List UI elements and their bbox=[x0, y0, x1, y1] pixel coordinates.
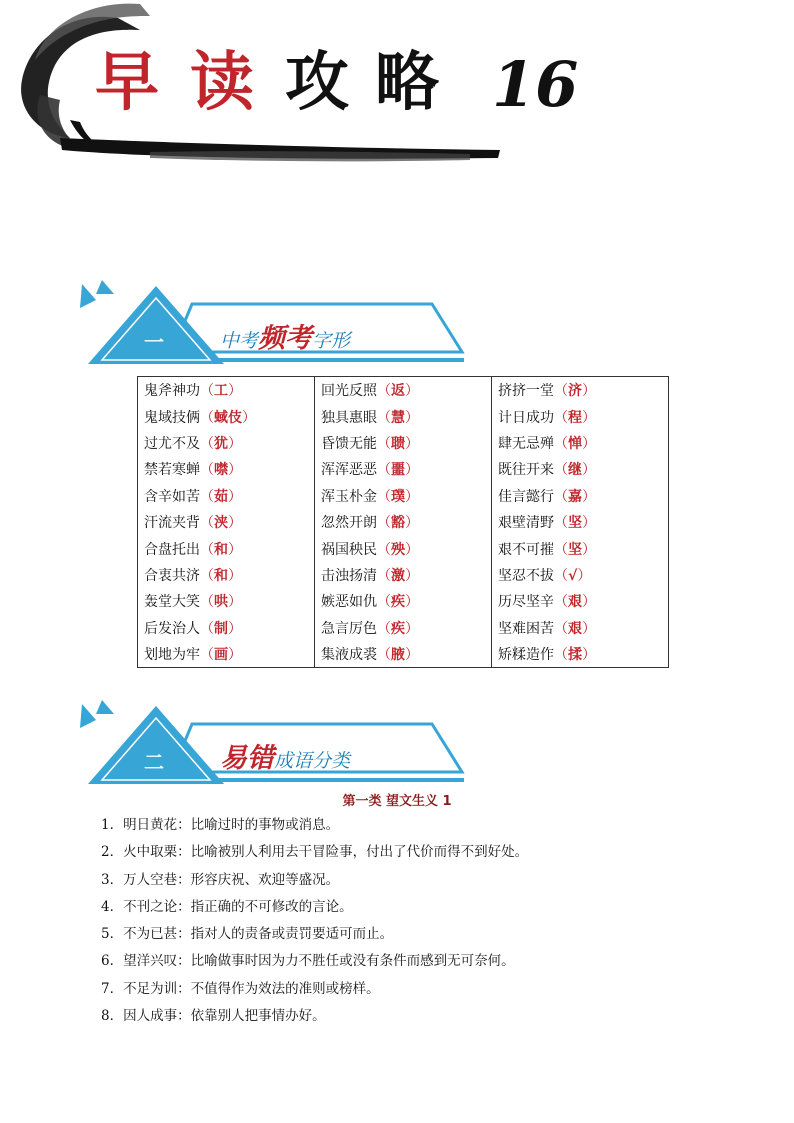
table-row bbox=[138, 562, 669, 588]
table-cell bbox=[492, 456, 669, 482]
correct-char: 犹 bbox=[214, 435, 228, 452]
paren-open: （ bbox=[377, 435, 391, 452]
section-number: 一 bbox=[144, 330, 164, 354]
paren-close: ） bbox=[582, 541, 596, 558]
paren-close: ） bbox=[405, 541, 419, 558]
table-row bbox=[138, 509, 669, 535]
paren-close: ） bbox=[582, 462, 596, 479]
table-row bbox=[138, 377, 669, 404]
idiom-definition: 指正确的不可修改的言论。 bbox=[190, 898, 353, 915]
paren-close: ） bbox=[582, 647, 596, 664]
correct-char: 浃 bbox=[214, 515, 228, 532]
idiom-term: 火中取栗 bbox=[123, 844, 178, 861]
idiom-term: 万人空巷 bbox=[123, 871, 178, 888]
correct-char: 哄 bbox=[214, 594, 228, 611]
correct-char: 工 bbox=[214, 383, 228, 400]
misspelled-idiom: 急言厉色 bbox=[321, 620, 377, 637]
correct-char: 噩 bbox=[391, 462, 405, 479]
misspelled-idiom: 坚忍不拔 bbox=[498, 567, 554, 584]
paren-close: ） bbox=[577, 567, 592, 584]
correct-char: 艰 bbox=[568, 620, 582, 637]
idiom-definition: 指对人的责备或责罚要适可而止。 bbox=[190, 926, 394, 943]
table-cell bbox=[492, 430, 669, 456]
colon: ： bbox=[177, 953, 191, 970]
misspelled-idiom: 矫糅造作 bbox=[498, 647, 554, 664]
idiom-list bbox=[101, 812, 528, 1030]
paren-close: ） bbox=[405, 435, 419, 452]
paren-open: （ bbox=[377, 462, 391, 479]
table-cell bbox=[492, 641, 669, 668]
idiom-definition: 形容庆祝、欢迎等盛况。 bbox=[190, 871, 340, 888]
paren-open: （ bbox=[377, 647, 391, 664]
paren-close: ） bbox=[228, 488, 242, 505]
misspelled-idiom: 昏馈无能 bbox=[321, 435, 377, 452]
idiom-definition: 比喻被别人利用去干冒险事，付出了代价而得不到好处。 bbox=[190, 844, 529, 861]
paren-open: （ bbox=[554, 488, 568, 505]
correct-char: 返 bbox=[391, 383, 405, 400]
paren-close: ） bbox=[582, 620, 596, 637]
section-title-part: 中考 bbox=[220, 330, 259, 352]
paren-open: （ bbox=[377, 541, 391, 558]
correct-char: 坚 bbox=[568, 541, 582, 558]
correct-char: 慧 bbox=[391, 409, 405, 426]
section-title-part: 成语分类 bbox=[274, 750, 351, 772]
correct-char: 和 bbox=[214, 541, 228, 558]
misspelled-idiom: 既往开来 bbox=[498, 462, 554, 479]
item-number: 7． bbox=[101, 980, 124, 997]
table-cell bbox=[138, 535, 315, 561]
table-row bbox=[138, 403, 669, 429]
word-correction-table bbox=[137, 376, 669, 668]
table-cell bbox=[138, 588, 315, 614]
section-title-part: 字形 bbox=[312, 330, 351, 352]
table-cell bbox=[315, 456, 492, 482]
idiom-item bbox=[101, 812, 528, 839]
paren-open: （ bbox=[554, 515, 568, 532]
idiom-item bbox=[101, 839, 528, 866]
table-cell bbox=[138, 403, 315, 429]
table-cell bbox=[315, 430, 492, 456]
paren-close: ） bbox=[228, 620, 242, 637]
correct-char: 殃 bbox=[391, 541, 405, 558]
paren-close: ） bbox=[582, 488, 596, 505]
idiom-definition: 依靠别人把事情办好。 bbox=[190, 1008, 326, 1025]
colon: ： bbox=[177, 1008, 191, 1025]
table-cell bbox=[492, 588, 669, 614]
misspelled-idiom: 过尤不及 bbox=[144, 435, 200, 452]
table-cell bbox=[315, 509, 492, 535]
idiom-definition: 比喻做事时因为力不胜任或没有条件而感到无可奈何。 bbox=[190, 953, 515, 970]
paren-open: （ bbox=[200, 515, 214, 532]
section-banner-1 bbox=[72, 280, 472, 370]
idiom-item bbox=[101, 894, 528, 921]
item-number: 8． bbox=[101, 1008, 124, 1025]
paren-open: （ bbox=[200, 594, 214, 611]
paren-open: （ bbox=[377, 515, 391, 532]
paren-open: （ bbox=[554, 462, 568, 479]
colon: ： bbox=[177, 871, 191, 888]
idiom-item bbox=[101, 976, 528, 1003]
paren-open: （ bbox=[200, 462, 214, 479]
paren-close: ） bbox=[228, 567, 242, 584]
correct-char: 惮 bbox=[568, 435, 582, 452]
paren-open: （ bbox=[200, 488, 214, 505]
misspelled-idiom: 含辛如苦 bbox=[144, 488, 200, 505]
misspelled-idiom: 击浊扬清 bbox=[321, 567, 377, 584]
correct-char: 画 bbox=[214, 647, 228, 664]
item-number: 5． bbox=[101, 926, 124, 943]
table-cell bbox=[138, 562, 315, 588]
paren-open: （ bbox=[200, 620, 214, 637]
misspelled-idiom: 历尽坚辛 bbox=[498, 594, 554, 611]
category-heading: 第一类 望文生义 1 bbox=[342, 794, 452, 809]
table-cell bbox=[138, 456, 315, 482]
title-number: 16 bbox=[492, 48, 579, 121]
paren-open: （ bbox=[200, 567, 214, 584]
item-number: 6． bbox=[101, 953, 124, 970]
misspelled-idiom: 艰壁清野 bbox=[498, 515, 554, 532]
table-row bbox=[138, 641, 669, 668]
paren-open: （ bbox=[200, 541, 214, 558]
paren-open: （ bbox=[377, 409, 391, 426]
misspelled-idiom: 祸国秧民 bbox=[321, 541, 377, 558]
table-cell bbox=[492, 615, 669, 641]
paren-open: （ bbox=[554, 435, 568, 452]
section-title bbox=[220, 316, 350, 355]
paren-close: ） bbox=[405, 515, 419, 532]
idiom-definition: 比喻过时的事物或消息。 bbox=[190, 817, 340, 833]
title-char: 早 bbox=[95, 45, 159, 120]
colon: ： bbox=[177, 980, 191, 997]
correct-char: 豁 bbox=[391, 515, 405, 532]
misspelled-idiom: 忽然开朗 bbox=[321, 515, 377, 532]
paren-close: ） bbox=[405, 462, 419, 479]
section-title bbox=[220, 736, 350, 775]
paren-close: ） bbox=[405, 488, 419, 505]
table-cell bbox=[315, 535, 492, 561]
table-cell bbox=[138, 615, 315, 641]
correct-char: 和 bbox=[214, 567, 228, 584]
paren-open: （ bbox=[200, 409, 214, 426]
correct-char: 嘉 bbox=[568, 488, 582, 505]
correct-char: 疾 bbox=[391, 620, 405, 637]
correct-char: 继 bbox=[568, 462, 582, 479]
correct-char: 璞 bbox=[391, 488, 405, 505]
paren-close: ） bbox=[405, 383, 419, 400]
paren-open: （ bbox=[200, 383, 214, 400]
table-cell bbox=[492, 562, 669, 588]
colon: ： bbox=[177, 844, 191, 861]
table-cell bbox=[315, 588, 492, 614]
idiom-item bbox=[101, 1003, 528, 1030]
section-banner-2 bbox=[72, 700, 472, 790]
paren-close: ） bbox=[405, 620, 419, 637]
correct-char: √ bbox=[568, 567, 578, 584]
paren-close: ） bbox=[405, 409, 419, 426]
title-char: 攻 bbox=[285, 45, 349, 120]
section-title-part-highlight: 频考 bbox=[258, 323, 313, 354]
paren-close: ） bbox=[228, 647, 242, 664]
paren-open: （ bbox=[377, 620, 391, 637]
paren-close: ） bbox=[582, 594, 596, 611]
table-row bbox=[138, 456, 669, 482]
paren-close: ） bbox=[405, 567, 419, 584]
misspelled-idiom: 浑浑恶恶 bbox=[321, 462, 377, 479]
misspelled-idiom: 浑玉朴金 bbox=[321, 488, 377, 505]
paren-close: ） bbox=[228, 435, 242, 452]
colon: ： bbox=[177, 817, 191, 833]
item-number: 2． bbox=[101, 844, 124, 861]
correct-char: 制 bbox=[214, 620, 228, 637]
correct-char: 蜮伎 bbox=[214, 409, 242, 426]
misspelled-idiom: 后发治人 bbox=[144, 620, 200, 637]
paren-open: （ bbox=[554, 383, 568, 400]
correct-char: 程 bbox=[568, 409, 582, 426]
section-title-part-highlight: 易错 bbox=[220, 743, 274, 774]
paren-open: （ bbox=[554, 567, 568, 584]
misspelled-idiom: 汗流夹背 bbox=[144, 515, 200, 532]
paren-open: （ bbox=[377, 567, 391, 584]
misspelled-idiom: 挤挤一堂 bbox=[498, 383, 554, 400]
title-banner bbox=[0, 0, 579, 175]
misspelled-idiom: 划地为牢 bbox=[144, 647, 200, 664]
item-number: 3． bbox=[101, 871, 124, 888]
idiom-item bbox=[101, 948, 528, 975]
table-cell bbox=[492, 535, 669, 561]
paren-close: ） bbox=[405, 594, 419, 611]
idiom-item bbox=[101, 867, 528, 894]
misspelled-idiom: 鬼斧神功 bbox=[144, 383, 200, 400]
paren-close: ） bbox=[228, 462, 242, 479]
paren-close: ） bbox=[582, 409, 596, 426]
idiom-term: 望洋兴叹 bbox=[123, 953, 178, 970]
misspelled-idiom: 回光反照 bbox=[321, 383, 377, 400]
paren-open: （ bbox=[377, 383, 391, 400]
paren-close: ） bbox=[228, 541, 242, 558]
table-cell bbox=[138, 377, 315, 404]
table-cell bbox=[315, 403, 492, 429]
table-cell bbox=[138, 430, 315, 456]
table-cell bbox=[492, 509, 669, 535]
table-cell bbox=[492, 483, 669, 509]
misspelled-idiom: 集液成裘 bbox=[321, 647, 377, 664]
correct-char: 激 bbox=[391, 567, 405, 584]
paren-open: （ bbox=[554, 620, 568, 637]
item-number: 1． bbox=[101, 817, 124, 833]
paren-open: （ bbox=[554, 647, 568, 664]
paren-open: （ bbox=[554, 409, 568, 426]
paren-close: ） bbox=[242, 409, 256, 426]
table-row bbox=[138, 615, 669, 641]
correct-char: 济 bbox=[568, 383, 582, 400]
paren-open: （ bbox=[377, 594, 391, 611]
paren-close: ） bbox=[228, 515, 242, 532]
idiom-definition: 不值得作为效法的准则或榜样。 bbox=[190, 980, 380, 997]
idiom-item bbox=[101, 921, 528, 948]
table-cell bbox=[492, 377, 669, 404]
idiom-term: 不为已甚 bbox=[123, 926, 178, 943]
table-cell bbox=[315, 615, 492, 641]
paren-close: ） bbox=[228, 594, 242, 611]
misspelled-idiom: 轰堂大笑 bbox=[144, 594, 200, 611]
colon: ： bbox=[177, 898, 191, 915]
paren-close: ） bbox=[582, 435, 596, 452]
paren-open: （ bbox=[554, 594, 568, 611]
idiom-term: 不刊之论 bbox=[123, 898, 178, 915]
paren-open: （ bbox=[377, 488, 391, 505]
paren-close: ） bbox=[582, 515, 596, 532]
misspelled-idiom: 肆无忌殚 bbox=[498, 435, 554, 452]
paren-open: （ bbox=[554, 541, 568, 558]
ink-brush-decoration bbox=[0, 0, 560, 175]
paren-close: ） bbox=[228, 383, 242, 400]
item-number: 4． bbox=[101, 898, 124, 915]
correct-char: 茹 bbox=[214, 488, 228, 505]
misspelled-idiom: 嫉恶如仇 bbox=[321, 594, 377, 611]
table-row bbox=[138, 483, 669, 509]
correct-char: 噤 bbox=[214, 462, 228, 479]
correct-char: 艰 bbox=[568, 594, 582, 611]
title-char: 略 bbox=[375, 45, 439, 120]
table-row bbox=[138, 430, 669, 456]
correct-char: 坚 bbox=[568, 515, 582, 532]
misspelled-idiom: 坚难困苦 bbox=[498, 620, 554, 637]
correct-char: 聩 bbox=[391, 435, 405, 452]
idiom-term: 明日黄花 bbox=[123, 817, 178, 833]
misspelled-idiom: 独具惠眼 bbox=[321, 409, 377, 426]
table-cell bbox=[315, 562, 492, 588]
misspelled-idiom: 合盘托出 bbox=[144, 541, 200, 558]
table-cell bbox=[138, 483, 315, 509]
correct-char: 腋 bbox=[391, 647, 405, 664]
correct-char: 疾 bbox=[391, 594, 405, 611]
table-cell bbox=[138, 641, 315, 668]
colon: ： bbox=[177, 926, 191, 943]
misspelled-idiom: 鬼域技俩 bbox=[144, 409, 200, 426]
idiom-term: 因人成事 bbox=[123, 1008, 178, 1025]
title-char: 读 bbox=[190, 45, 254, 120]
table-cell bbox=[315, 483, 492, 509]
misspelled-idiom: 合衷共济 bbox=[144, 567, 200, 584]
paren-open: （ bbox=[200, 647, 214, 664]
table-cell bbox=[138, 509, 315, 535]
paren-open: （ bbox=[200, 435, 214, 452]
table-cell bbox=[492, 403, 669, 429]
misspelled-idiom: 艰不可摧 bbox=[498, 541, 554, 558]
misspelled-idiom: 计日成功 bbox=[498, 409, 554, 426]
table-cell bbox=[315, 641, 492, 668]
table-row bbox=[138, 588, 669, 614]
misspelled-idiom: 佳言懿行 bbox=[498, 488, 554, 505]
correct-char: 揉 bbox=[568, 647, 582, 664]
table-body bbox=[138, 377, 669, 668]
table-row bbox=[138, 535, 669, 561]
section-number: 二 bbox=[144, 750, 164, 774]
paren-close: ） bbox=[582, 383, 596, 400]
paren-close: ） bbox=[405, 647, 419, 664]
idiom-term: 不足为训 bbox=[123, 980, 178, 997]
misspelled-idiom: 禁若寒蝉 bbox=[144, 462, 200, 479]
table-cell bbox=[315, 377, 492, 404]
